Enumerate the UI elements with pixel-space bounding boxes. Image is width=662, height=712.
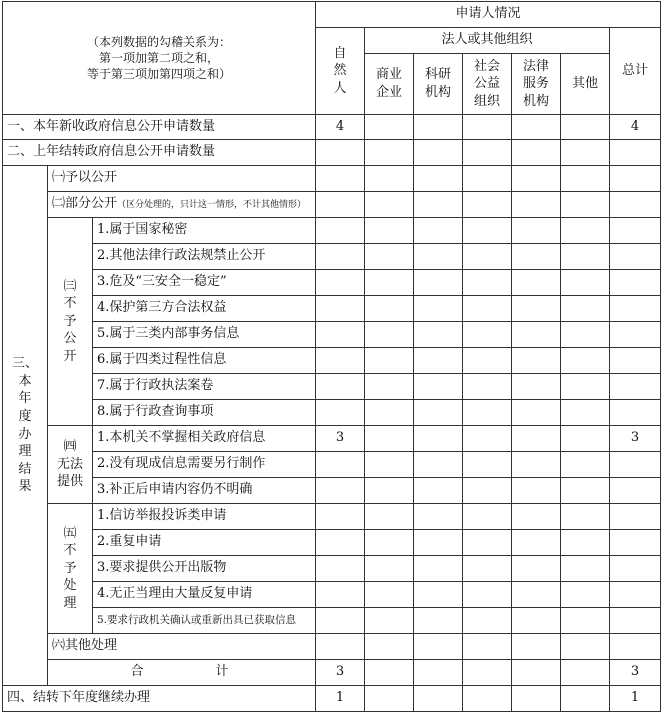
row-disclosed bbox=[3, 166, 661, 192]
cell bbox=[512, 478, 561, 504]
cell: 3 bbox=[610, 426, 661, 452]
row-g3-4 bbox=[3, 296, 661, 322]
row-g5-3 bbox=[3, 556, 661, 582]
cell bbox=[463, 374, 512, 400]
cell bbox=[463, 192, 512, 218]
cell: 3 bbox=[610, 660, 661, 686]
row-label: 7.属于行政执法案卷 bbox=[93, 374, 316, 400]
cell bbox=[610, 556, 661, 582]
cell bbox=[316, 582, 365, 608]
cell bbox=[512, 400, 561, 426]
row-g3-3 bbox=[3, 270, 661, 296]
cell bbox=[463, 582, 512, 608]
cell bbox=[463, 478, 512, 504]
cell bbox=[414, 478, 463, 504]
research-label: 科研 机构 bbox=[425, 67, 452, 100]
row-other-handling bbox=[3, 634, 661, 660]
cell bbox=[561, 634, 610, 660]
header-note bbox=[3, 2, 316, 115]
row-label bbox=[48, 192, 316, 218]
cell bbox=[463, 556, 512, 582]
cell bbox=[561, 530, 610, 556]
cell bbox=[463, 660, 512, 686]
cell bbox=[610, 348, 661, 374]
cell bbox=[414, 192, 463, 218]
row-label: 5.属于三类内部事务信息 bbox=[93, 322, 316, 348]
cell bbox=[512, 115, 561, 140]
cell bbox=[365, 400, 414, 426]
cell bbox=[316, 452, 365, 478]
partial-sublabel: （区分处理的，只计这一情形，不计其他情形） bbox=[117, 200, 307, 211]
cell bbox=[365, 322, 414, 348]
cell bbox=[463, 400, 512, 426]
cell bbox=[512, 452, 561, 478]
row-label: 4.无正当理由大量反复申请 bbox=[93, 582, 316, 608]
cell bbox=[610, 478, 661, 504]
cell bbox=[316, 374, 365, 400]
partial-label: ㈡部分公开 bbox=[52, 196, 118, 212]
cell bbox=[512, 244, 561, 270]
row-label: 一、本年新收政府信息公开申请数量 bbox=[3, 115, 316, 140]
cell bbox=[610, 608, 661, 634]
cell bbox=[463, 608, 512, 634]
row-label: 3.要求提供公开出版物 bbox=[93, 556, 316, 582]
row-g4-3 bbox=[3, 478, 661, 504]
cell bbox=[512, 140, 561, 166]
cell bbox=[414, 218, 463, 244]
cell bbox=[365, 452, 414, 478]
cell bbox=[561, 166, 610, 192]
cell bbox=[463, 634, 512, 660]
row-label: ㈥其他处理 bbox=[48, 634, 316, 660]
section3-label bbox=[3, 166, 48, 686]
row-g3-1 bbox=[3, 218, 661, 244]
cell bbox=[512, 608, 561, 634]
cell bbox=[610, 244, 661, 270]
cell bbox=[610, 140, 661, 166]
cell: 3 bbox=[316, 426, 365, 452]
cell bbox=[365, 244, 414, 270]
row-label: 2.其他法律行政法规禁止公开 bbox=[93, 244, 316, 270]
cell bbox=[316, 166, 365, 192]
cell bbox=[316, 270, 365, 296]
cell bbox=[512, 426, 561, 452]
total-header: 总计 bbox=[610, 28, 661, 115]
cell bbox=[512, 504, 561, 530]
cell bbox=[561, 218, 610, 244]
social-welfare-header bbox=[463, 54, 512, 115]
cell bbox=[316, 322, 365, 348]
cell bbox=[316, 348, 365, 374]
cell bbox=[365, 140, 414, 166]
cell bbox=[512, 192, 561, 218]
row-label: 二、上年结转政府信息公开申请数量 bbox=[3, 140, 316, 166]
row-label: 6.属于四类过程性信息 bbox=[93, 348, 316, 374]
cell bbox=[561, 244, 610, 270]
cell bbox=[561, 296, 610, 322]
row-g5-5 bbox=[3, 608, 661, 634]
cell bbox=[414, 556, 463, 582]
cell: 1 bbox=[316, 686, 365, 712]
cell bbox=[561, 400, 610, 426]
cell bbox=[610, 452, 661, 478]
cell bbox=[414, 608, 463, 634]
row-partially-disclosed bbox=[3, 192, 661, 218]
cell bbox=[414, 426, 463, 452]
cell bbox=[512, 582, 561, 608]
cell bbox=[365, 166, 414, 192]
cell bbox=[316, 530, 365, 556]
cell bbox=[610, 296, 661, 322]
cell bbox=[561, 608, 610, 634]
legal-group-header: 法人或其他组织 bbox=[365, 28, 610, 54]
cell bbox=[316, 556, 365, 582]
cell bbox=[512, 166, 561, 192]
cell bbox=[414, 348, 463, 374]
cell bbox=[365, 660, 414, 686]
cell bbox=[463, 504, 512, 530]
cell bbox=[365, 270, 414, 296]
cell bbox=[610, 504, 661, 530]
cell bbox=[463, 530, 512, 556]
row-label: 5.要求行政机关确认或重新出具已获取信息 bbox=[93, 608, 316, 634]
g3-label bbox=[48, 218, 93, 426]
cell bbox=[316, 140, 365, 166]
cell bbox=[561, 686, 610, 712]
cell bbox=[512, 296, 561, 322]
cell bbox=[365, 556, 414, 582]
row-g3-6 bbox=[3, 348, 661, 374]
cell bbox=[365, 686, 414, 712]
cell bbox=[316, 400, 365, 426]
row-g5-1 bbox=[3, 504, 661, 530]
cell bbox=[463, 218, 512, 244]
cell bbox=[414, 322, 463, 348]
cell bbox=[610, 634, 661, 660]
cell bbox=[414, 115, 463, 140]
cell bbox=[365, 374, 414, 400]
cell bbox=[414, 296, 463, 322]
cell bbox=[463, 166, 512, 192]
cell bbox=[414, 270, 463, 296]
cell bbox=[414, 452, 463, 478]
cell bbox=[316, 504, 365, 530]
cell bbox=[365, 582, 414, 608]
cell bbox=[463, 115, 512, 140]
cell: 3 bbox=[316, 660, 365, 686]
cell bbox=[316, 478, 365, 504]
cell bbox=[561, 452, 610, 478]
g5-label bbox=[48, 504, 93, 634]
row-label: 3.补正后申请内容仍不明确 bbox=[93, 478, 316, 504]
cell bbox=[561, 582, 610, 608]
cell bbox=[365, 218, 414, 244]
row-g5-4 bbox=[3, 582, 661, 608]
cell bbox=[463, 270, 512, 296]
cell bbox=[561, 478, 610, 504]
gov-info-disclosure-table bbox=[2, 1, 661, 712]
cell: 4 bbox=[316, 115, 365, 140]
cell bbox=[610, 218, 661, 244]
cell bbox=[414, 374, 463, 400]
legal-service-label: 法律 服务 机构 bbox=[523, 58, 550, 109]
row-g4-1 bbox=[3, 426, 661, 452]
cell bbox=[365, 348, 414, 374]
row-subtotal bbox=[3, 660, 661, 686]
cell bbox=[512, 686, 561, 712]
other-header: 其他 bbox=[561, 54, 610, 115]
cell bbox=[463, 140, 512, 166]
row-g3-5 bbox=[3, 322, 661, 348]
cell bbox=[561, 348, 610, 374]
g4-label bbox=[48, 426, 93, 504]
row-label: 3.危及“三安全一稳定” bbox=[93, 270, 316, 296]
row-g3-2 bbox=[3, 244, 661, 270]
row-g4-2 bbox=[3, 452, 661, 478]
cell bbox=[365, 634, 414, 660]
cell bbox=[561, 426, 610, 452]
cell bbox=[610, 400, 661, 426]
header-note-text: （本列数据的勾稽关系为： 第一项加第二项之和， 等于第三项加第四项之和） bbox=[87, 34, 232, 82]
business-label: 商业 企业 bbox=[376, 67, 403, 100]
cell bbox=[463, 426, 512, 452]
row-g3-7 bbox=[3, 374, 661, 400]
cell bbox=[512, 530, 561, 556]
natural-person-header bbox=[316, 28, 365, 115]
cell bbox=[365, 608, 414, 634]
cell bbox=[414, 140, 463, 166]
cell bbox=[414, 400, 463, 426]
row-carry-forward bbox=[3, 686, 661, 712]
cell bbox=[610, 374, 661, 400]
cell bbox=[316, 634, 365, 660]
business-header bbox=[365, 54, 414, 115]
cell bbox=[610, 322, 661, 348]
cell bbox=[316, 296, 365, 322]
row-label: 1.本机关不掌握相关政府信息 bbox=[93, 426, 316, 452]
g5-label-text: ㈤ 不 予 处 理 bbox=[63, 525, 77, 611]
cell bbox=[512, 270, 561, 296]
cell bbox=[610, 530, 661, 556]
row-label: 4.保护第三方合法权益 bbox=[93, 296, 316, 322]
cell bbox=[316, 244, 365, 270]
cell bbox=[561, 192, 610, 218]
cell bbox=[463, 348, 512, 374]
row-carried-over bbox=[3, 140, 661, 166]
cell bbox=[610, 192, 661, 218]
cell bbox=[512, 660, 561, 686]
cell bbox=[561, 660, 610, 686]
cell bbox=[414, 686, 463, 712]
cell bbox=[316, 218, 365, 244]
cell bbox=[414, 244, 463, 270]
cell bbox=[316, 192, 365, 218]
cell bbox=[463, 686, 512, 712]
cell bbox=[365, 426, 414, 452]
cell bbox=[414, 660, 463, 686]
cell bbox=[365, 192, 414, 218]
cell: 4 bbox=[610, 115, 661, 140]
cell bbox=[512, 348, 561, 374]
row-label: ㈠予以公开 bbox=[48, 166, 316, 192]
cell bbox=[414, 582, 463, 608]
cell bbox=[414, 634, 463, 660]
cell bbox=[414, 530, 463, 556]
cell bbox=[365, 504, 414, 530]
cell bbox=[365, 530, 414, 556]
row-label: 8.属于行政查询事项 bbox=[93, 400, 316, 426]
cell bbox=[414, 166, 463, 192]
section3-label-text: 三、 本 年 度 办 理 结 果 bbox=[11, 356, 38, 495]
cell bbox=[561, 270, 610, 296]
cell bbox=[512, 322, 561, 348]
cell bbox=[414, 504, 463, 530]
row-label: 1.信访举报投诉类申请 bbox=[93, 504, 316, 530]
row-label: 合 计 bbox=[48, 660, 316, 686]
cell: 1 bbox=[610, 686, 661, 712]
cell bbox=[610, 582, 661, 608]
natural-person-label: 自 然 人 bbox=[333, 45, 347, 96]
cell bbox=[463, 322, 512, 348]
cell bbox=[463, 452, 512, 478]
cell bbox=[365, 478, 414, 504]
row-label: 1.属于国家秘密 bbox=[93, 218, 316, 244]
cell bbox=[512, 556, 561, 582]
row-label: 2.没有现成信息需要另行制作 bbox=[93, 452, 316, 478]
cell bbox=[365, 296, 414, 322]
cell bbox=[561, 556, 610, 582]
cell bbox=[316, 608, 365, 634]
row-g3-8 bbox=[3, 400, 661, 426]
cell bbox=[561, 115, 610, 140]
cell bbox=[561, 140, 610, 166]
row-label: 四、结转下年度继续办理 bbox=[3, 686, 316, 712]
applicant-status-header: 申请人情况 bbox=[316, 2, 661, 28]
cell bbox=[610, 166, 661, 192]
cell bbox=[463, 244, 512, 270]
research-header bbox=[414, 54, 463, 115]
g4-label-text: ㈣ 无法 提供 bbox=[56, 439, 83, 490]
cell bbox=[561, 322, 610, 348]
cell bbox=[512, 634, 561, 660]
g3-label-text: ㈢ 不 予 公 开 bbox=[63, 278, 77, 364]
cell bbox=[512, 374, 561, 400]
row-g5-2 bbox=[3, 530, 661, 556]
cell bbox=[365, 115, 414, 140]
social-welfare-label: 社会 公益 组织 bbox=[474, 58, 501, 109]
cell bbox=[561, 374, 610, 400]
row-new-applications bbox=[3, 115, 661, 140]
cell bbox=[561, 504, 610, 530]
legal-service-header bbox=[512, 54, 561, 115]
cell bbox=[463, 296, 512, 322]
cell bbox=[512, 218, 561, 244]
cell bbox=[610, 270, 661, 296]
row-label: 2.重复申请 bbox=[93, 530, 316, 556]
